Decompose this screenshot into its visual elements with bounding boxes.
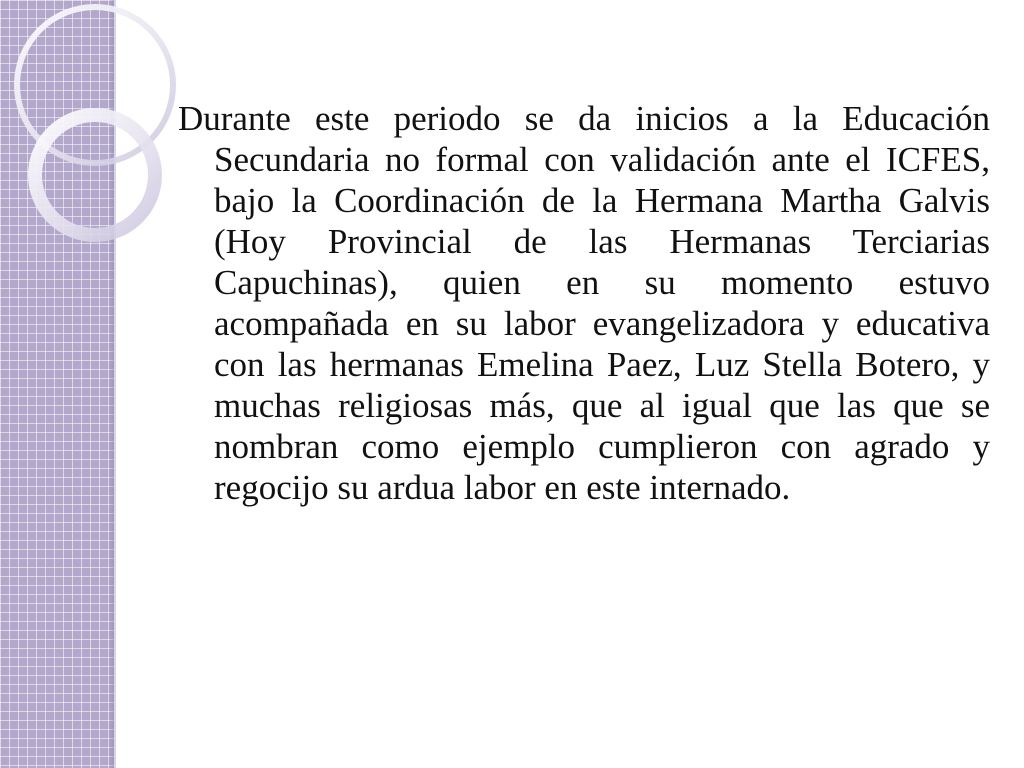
slide-content: [178, 98, 990, 508]
decorative-ring-small: [35, 115, 155, 235]
decorative-rings: [0, 0, 200, 260]
body-paragraph: Durante este periodo se da inicios a la Educación Secundaria no formal con validación ante el ICFES, bajo la Coordinación de la Hermana Martha Galvis (Hoy Provincial de las Hermanas Terciarias Capuchinas), quien en su momento estuvo acompañada en su labor evangelizadora y educativa con las hermanas Emelina Paez, Luz Stella Botero, y muchas religiosas más, que al igual que las que se nombran como ejemplo cumplieron con agrado y regocijo su ardua labor en este internado.: [178, 99, 990, 507]
